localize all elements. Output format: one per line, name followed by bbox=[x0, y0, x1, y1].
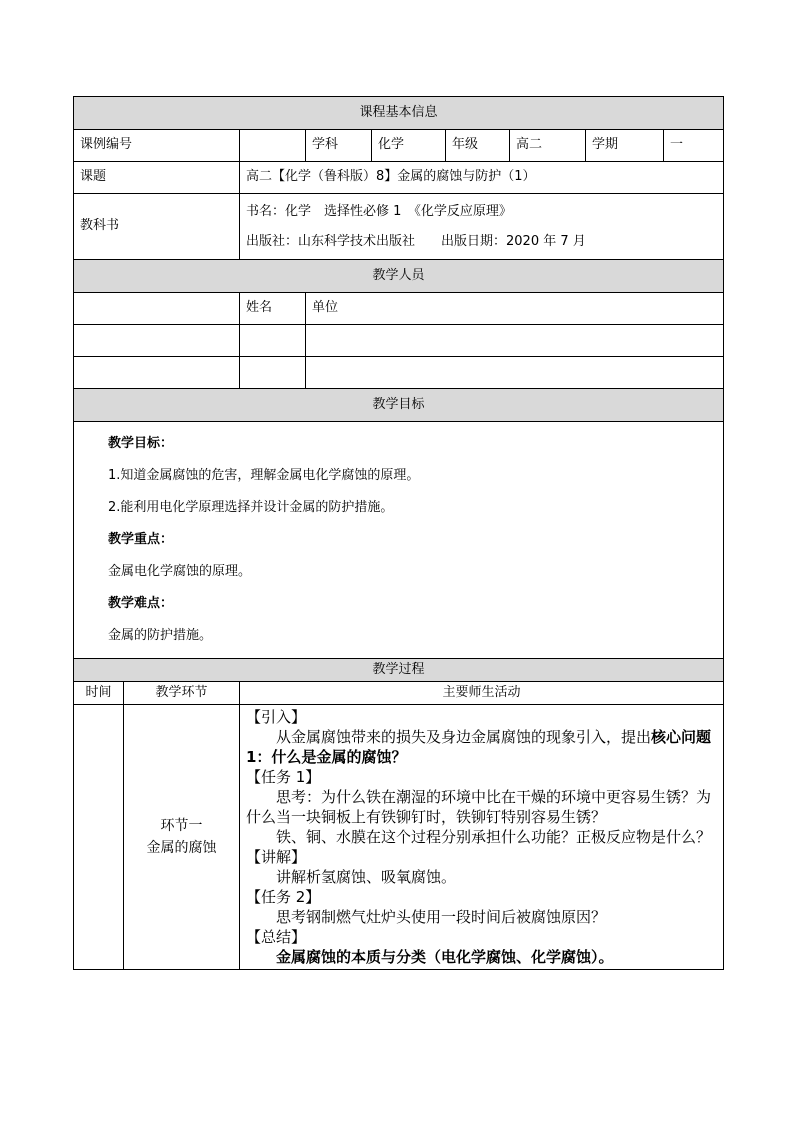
basic-info-header: 课程基本信息 bbox=[74, 97, 724, 130]
stage-number: 环节一 bbox=[160, 818, 203, 834]
staff-row-2-name bbox=[240, 357, 306, 389]
col-stage-header: 教学环节 bbox=[124, 682, 240, 705]
intro-paragraph bbox=[246, 727, 723, 767]
grade-label: 年级 bbox=[446, 130, 510, 162]
topic-value: 高二【化学（鲁科版）8】金属的腐蚀与防护（1） bbox=[240, 162, 724, 194]
core-question: 核心问题 1：什么是金属的腐蚀？ bbox=[246, 728, 712, 766]
task2-tag: 【任务 2】 bbox=[246, 888, 321, 906]
staff-name-header: 姓名 bbox=[240, 293, 306, 325]
grade-value: 高二 bbox=[510, 130, 586, 162]
key-point-heading: 教学重点： bbox=[108, 532, 174, 547]
key-point-text: 金属电化学腐蚀的原理。 bbox=[108, 564, 252, 579]
staff-row-2-unit bbox=[306, 357, 724, 389]
staff-header: 教学人员 bbox=[74, 260, 724, 293]
difficulty-heading: 教学难点： bbox=[108, 596, 174, 611]
difficulty-text: 金属的防护措施。 bbox=[108, 628, 213, 643]
textbook-publisher: 出版社：山东科学技术出版社 出版日期：2020 年 7 月 bbox=[246, 233, 586, 249]
textbook-name: 书名：化学 选择性必修 1 《化学反应原理》 bbox=[246, 203, 512, 219]
subject-label: 学科 bbox=[306, 130, 372, 162]
task1-tag: 【任务 1】 bbox=[246, 768, 321, 786]
goal-2: 2.能利用电化学原理选择并设计金属的防护措施。 bbox=[108, 500, 394, 515]
summary-tag: 【总结】 bbox=[246, 928, 307, 946]
col-activity-header: 主要师生活动 bbox=[240, 682, 724, 705]
staff-row-1-unit bbox=[306, 325, 724, 357]
stage-title: 金属的腐蚀 bbox=[146, 840, 217, 856]
explain-text: 讲解析氢腐蚀、吸氧腐蚀。 bbox=[276, 868, 457, 886]
summary-text: 金属腐蚀的本质与分类（电化学腐蚀、化学腐蚀）。 bbox=[276, 948, 614, 966]
goal-1: 1.知道金属腐蚀的危害，理解金属电化学腐蚀的原理。 bbox=[108, 468, 420, 483]
goals-header: 教学目标 bbox=[74, 389, 724, 422]
staff-row-1-name bbox=[240, 325, 306, 357]
term-label: 学期 bbox=[586, 130, 664, 162]
col-time-header: 时间 bbox=[74, 682, 124, 705]
task1-text-2: 铁、铜、水膜在这个过程分别承担什么功能？正极反应物是什么？ bbox=[276, 828, 712, 846]
staff-unit-header: 单位 bbox=[306, 293, 724, 325]
task1-text-1: 思考：为什么铁在潮湿的环境中比在干燥的环境中更容易生锈？为什么当一块铜板上有铁铆钉时，铁铆钉特别容易生锈？ bbox=[246, 788, 712, 826]
time-cell bbox=[74, 705, 124, 970]
staff-blank bbox=[74, 293, 240, 325]
textbook-label: 教科书 bbox=[74, 194, 240, 260]
task2-text: 思考钢制燃气灶炉头使用一段时间后被腐蚀原因？ bbox=[276, 908, 607, 926]
course-id-label: 课例编号 bbox=[74, 130, 240, 162]
staff-row-1-role bbox=[74, 325, 240, 357]
explain-tag: 【讲解】 bbox=[246, 848, 307, 866]
textbook-info bbox=[240, 194, 724, 260]
intro-tag: 【引入】 bbox=[246, 708, 307, 726]
course-id-value bbox=[240, 130, 306, 162]
goals-heading: 教学目标： bbox=[108, 436, 174, 451]
topic-label: 课题 bbox=[74, 162, 240, 194]
lesson-plan-table bbox=[73, 96, 724, 970]
subject-value: 化学 bbox=[372, 130, 446, 162]
activity-cell bbox=[240, 705, 724, 970]
intro-text: 从金属腐蚀带来的损失及身边金属腐蚀的现象引入，提出 bbox=[276, 728, 652, 746]
process-header: 教学过程 bbox=[74, 659, 724, 682]
term-value: 一 bbox=[664, 130, 724, 162]
stage-cell bbox=[124, 705, 240, 970]
goals-content bbox=[74, 422, 724, 659]
staff-row-2-role bbox=[74, 357, 240, 389]
